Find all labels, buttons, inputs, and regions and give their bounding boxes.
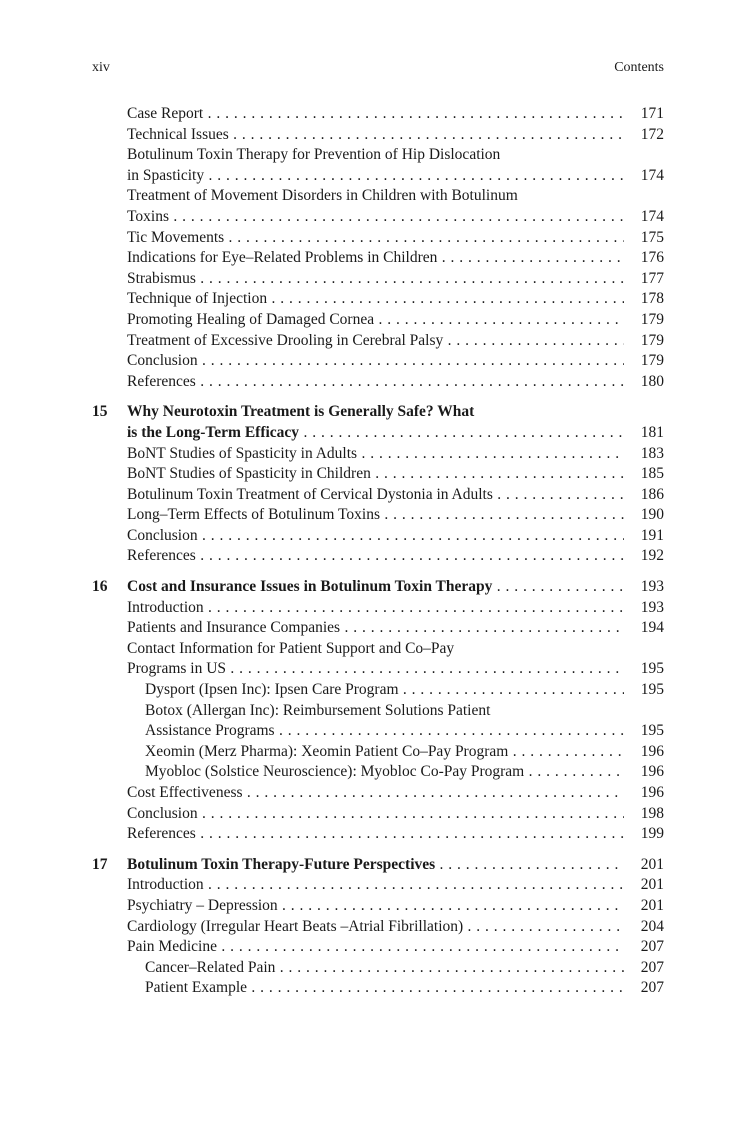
toc-entry-line — [92, 228, 664, 249]
toc-entry-line — [92, 289, 664, 310]
dot-leader — [127, 526, 624, 547]
page-ref: 180 — [640, 372, 664, 390]
toc-entry-line — [92, 598, 664, 619]
dot-leader — [127, 351, 624, 372]
dot-leader — [145, 762, 624, 783]
dot-leader — [145, 680, 624, 701]
page-ref: 193 — [640, 578, 664, 596]
entry-title: References — [127, 547, 196, 565]
dot-leader — [127, 310, 624, 331]
toc-entry-line — [92, 166, 664, 187]
section-gap — [92, 392, 664, 402]
entry-title: in Spasticity — [127, 166, 205, 184]
page-ref: 190 — [640, 506, 664, 524]
dot-leader — [127, 485, 624, 506]
entry-title: Introduction — [127, 876, 204, 894]
dot-leader — [127, 104, 624, 125]
dot-leader — [127, 289, 624, 310]
entry-title: Treatment of Excessive Drooling in Cerebral Palsy — [127, 331, 444, 349]
chapter-number: 15 — [92, 403, 108, 421]
chapter-title: Cost and Insurance Issues in Botulinum Toxin Therapy — [127, 578, 493, 596]
entry-title: Pain Medicine — [127, 938, 217, 956]
dot-leader — [127, 896, 624, 917]
entry-title: Conclusion — [127, 352, 198, 370]
dot-leader — [127, 505, 624, 526]
toc-entry-line — [92, 351, 664, 372]
toc-entry-line — [92, 804, 664, 825]
page-ref: 186 — [640, 485, 664, 503]
toc-entry-line — [92, 464, 664, 485]
chapter-number: 16 — [92, 578, 108, 596]
page-ref: 185 — [640, 465, 664, 483]
entry-title: Conclusion — [127, 804, 198, 822]
entry-title: Xeomin (Merz Pharma): Xeomin Patient Co–Pay Program — [145, 742, 509, 760]
dot-leader — [127, 166, 624, 187]
toc-entry-line — [92, 248, 664, 269]
dot-leader — [127, 783, 624, 804]
page-ref: 177 — [640, 269, 664, 287]
page-ref: 194 — [640, 619, 664, 637]
toc-entry-line — [92, 742, 664, 763]
entry-title: Case Report — [127, 105, 204, 122]
toc-entry-line — [92, 125, 664, 146]
dot-leader — [127, 207, 624, 228]
page-ref: 181 — [640, 423, 664, 441]
page-ref: 195 — [640, 722, 664, 740]
entry-title: Tic Movements — [127, 228, 225, 246]
dot-leader — [127, 423, 624, 444]
entry-title: BoNT Studies of Spasticity in Adults — [127, 444, 358, 462]
toc-entry-line — [92, 310, 664, 331]
toc-entry-line — [92, 269, 664, 290]
page-number: xiv — [92, 60, 110, 75]
entry-title: Botulinum Toxin Treatment of Cervical Dystonia in Adults — [127, 485, 493, 503]
toc-entry-line — [92, 762, 664, 783]
page-ref: 192 — [640, 547, 664, 565]
page-ref: 193 — [640, 598, 664, 616]
page-ref: 172 — [640, 125, 664, 143]
page-ref: 195 — [640, 681, 664, 699]
entry-title: Indications for Eye–Related Problems in Children — [127, 249, 438, 267]
toc-chapter-line — [92, 402, 664, 423]
entry-title: Patient Example — [145, 979, 248, 997]
dot-leader — [127, 917, 624, 938]
entry-title: References — [127, 372, 196, 390]
dot-leader — [127, 269, 624, 290]
toc-chapter-line — [92, 577, 664, 598]
dot-leader — [127, 875, 624, 896]
page-ref: 196 — [640, 742, 664, 760]
entry-title: Long–Term Effects of Botulinum Toxins — [127, 506, 380, 524]
entry-title: Myobloc (Solstice Neuroscience): Myobloc Co-Pay Program — [145, 763, 525, 781]
entry-title: Programs in US — [127, 660, 227, 678]
toc-entry-line — [92, 937, 664, 958]
page-ref: 191 — [640, 526, 664, 544]
page-ref: 171 — [640, 105, 664, 122]
entry-title: Patients and Insurance Companies — [127, 619, 341, 637]
toc-entry-line — [92, 186, 664, 207]
page-ref: 201 — [640, 876, 664, 894]
toc-entry-line — [92, 526, 664, 547]
entry-title: Cancer–Related Pain — [145, 958, 276, 976]
page-ref: 198 — [640, 804, 664, 822]
entry-title: Technique of Injection — [127, 290, 268, 308]
entry-title: Strabismus — [127, 269, 196, 287]
dot-leader — [127, 824, 624, 845]
section-gap — [92, 845, 664, 855]
dot-leader — [127, 598, 624, 619]
dot-leader — [145, 742, 624, 763]
entry-title: Promoting Healing of Damaged Cornea — [127, 310, 375, 328]
toc-entry-line — [92, 331, 664, 352]
dot-leader — [127, 659, 624, 680]
toc-entry-line — [92, 978, 664, 999]
page-ref: 178 — [640, 290, 664, 308]
toc-entry-line — [92, 824, 664, 845]
page-ref: 204 — [640, 917, 664, 935]
page-ref: 196 — [640, 784, 664, 801]
entry-title: References — [127, 825, 196, 843]
dot-leader — [127, 618, 624, 639]
toc-chapter-line — [92, 855, 664, 876]
dot-leader — [127, 331, 624, 352]
page-ref: 201 — [640, 896, 664, 914]
chapter-title: Botulinum Toxin Therapy-Future Perspectives — [127, 855, 436, 873]
entry-title: Treatment of Movement Disorders in Children with Botulinum — [127, 187, 518, 205]
dot-leader — [145, 721, 624, 742]
toc-entry-line — [92, 207, 664, 228]
entry-title: Botox (Allergan Inc): Reimbursement Solutions Patient — [145, 701, 491, 719]
entry-title: Contact Information for Patient Support and Co–Pay — [127, 639, 455, 657]
page-ref: 176 — [640, 249, 664, 267]
running-head: Contents — [614, 60, 664, 75]
toc-entry-line — [92, 721, 664, 742]
toc-entry-line — [92, 505, 664, 526]
entry-title: Assistance Programs — [145, 722, 275, 740]
toc-entry-line — [92, 896, 664, 917]
toc-entry-line — [92, 104, 664, 125]
entry-title: Botulinum Toxin Therapy for Prevention of Hip Dislocation — [127, 146, 501, 164]
page-ref: 179 — [640, 310, 664, 328]
dot-leader — [127, 444, 624, 465]
page-ref: 207 — [640, 938, 664, 956]
page-ref: 183 — [640, 444, 664, 462]
page-header — [92, 60, 664, 80]
toc-entry-line — [92, 639, 664, 660]
toc-entry-line — [92, 546, 664, 567]
page-ref: 196 — [640, 763, 664, 781]
page-ref: 175 — [640, 228, 664, 246]
toc-chapter-line — [92, 423, 664, 444]
page-ref: 174 — [640, 207, 664, 225]
section-gap — [92, 567, 664, 577]
entry-title: Technical Issues — [127, 125, 229, 143]
entry-title: Cardiology (Irregular Heart Beats –Atrial Fibrillation) — [127, 917, 464, 935]
page-ref: 207 — [640, 958, 664, 976]
dot-leader — [127, 804, 624, 825]
table-of-contents — [92, 104, 664, 999]
toc-entry-line — [92, 659, 664, 680]
entry-title: Dysport (Ipsen Inc): Ipsen Care Program — [145, 681, 399, 699]
chapter-title: is the Long-Term Efficacy — [127, 423, 300, 441]
toc-entry-line — [92, 485, 664, 506]
page-ref: 201 — [640, 855, 664, 873]
dot-leader — [145, 958, 624, 979]
toc-entry-line — [92, 444, 664, 465]
dot-leader — [127, 125, 624, 146]
toc-entry-line — [92, 701, 664, 722]
entry-title: Introduction — [127, 598, 204, 616]
entry-title: Toxins — [127, 207, 169, 225]
dot-leader — [127, 546, 624, 567]
page-ref: 179 — [640, 352, 664, 370]
dot-leader — [127, 937, 624, 958]
page-ref: 199 — [640, 825, 664, 843]
toc-entry-line — [92, 372, 664, 393]
toc-entry-line — [92, 618, 664, 639]
toc-entry-line — [92, 145, 664, 166]
entry-title: Psychiatry – Depression — [127, 896, 278, 914]
dot-leader — [127, 855, 624, 876]
page-ref: 207 — [640, 979, 664, 997]
entry-title: BoNT Studies of Spasticity in Children — [127, 465, 371, 483]
toc-entry-line — [92, 917, 664, 938]
toc-entry-line — [92, 680, 664, 701]
page-ref: 195 — [640, 660, 664, 678]
dot-leader — [145, 978, 624, 999]
entry-title: Cost Effectiveness — [127, 784, 243, 801]
toc-entry-line — [92, 958, 664, 979]
page-ref: 179 — [640, 331, 664, 349]
dot-leader — [127, 228, 624, 249]
chapter-title: Why Neurotoxin Treatment is Generally Safe? What — [127, 403, 475, 421]
dot-leader — [127, 577, 624, 598]
toc-entry-line — [92, 875, 664, 896]
chapter-number: 17 — [92, 855, 108, 873]
dot-leader — [127, 372, 624, 393]
toc-entry-line — [92, 783, 664, 804]
page-ref: 174 — [640, 166, 664, 184]
dot-leader — [127, 464, 624, 485]
entry-title: Conclusion — [127, 526, 198, 544]
dot-leader — [127, 248, 624, 269]
